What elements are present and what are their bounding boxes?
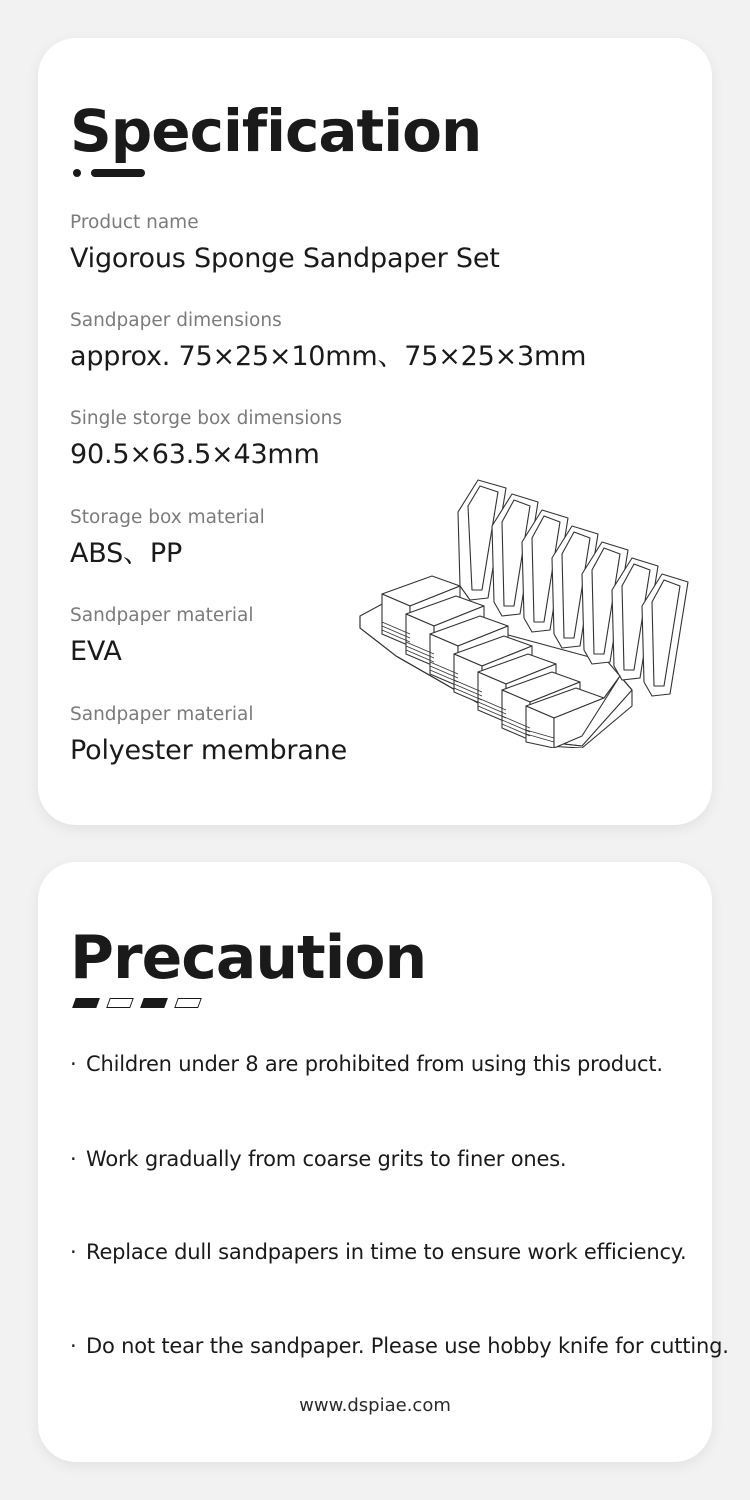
precaution-text: Children under 8 are prohibited from using this product.: [86, 1052, 663, 1076]
spec-label: Sandpaper material: [70, 605, 254, 626]
spec-label: Product name: [70, 212, 199, 233]
spec-value: Polyester membrane: [70, 734, 347, 766]
spec-product-name: [70, 214, 500, 272]
spec-box-material: [70, 509, 265, 567]
spec-label: Storage box material: [70, 507, 265, 528]
specification-title: Specification: [70, 97, 482, 165]
bullet-dot: ·: [70, 1147, 77, 1171]
decoration-dot: [73, 169, 81, 177]
spec-value: 90.5×63.5×43mm: [70, 438, 320, 470]
spec-label: Sandpaper dimensions: [70, 310, 282, 331]
bullet-dot: ·: [70, 1334, 77, 1358]
spec-value: approx. 75×25×10mm、75×25×3mm: [70, 340, 587, 372]
decoration-parallelogram-filled: [72, 998, 100, 1008]
spec-box-dimensions: [70, 410, 342, 468]
specification-card: [38, 38, 712, 825]
title-underline-decoration: [73, 168, 153, 178]
spec-value: ABS、PP: [70, 537, 183, 569]
spec-value: EVA: [70, 635, 122, 667]
spec-sandpaper-dimensions: [70, 312, 586, 370]
precaution-text: Replace dull sandpapers in time to ensure work efficiency.: [86, 1240, 687, 1264]
spec-value: Vigorous Sponge Sandpaper Set: [70, 242, 500, 274]
decoration-parallelogram-filled: [140, 998, 168, 1008]
precaution-item: [70, 1242, 687, 1263]
bullet-dot: ·: [70, 1240, 77, 1264]
title-parallelogram-decoration: [72, 998, 202, 1010]
decoration-parallelogram-outline: [174, 998, 202, 1008]
spec-sandpaper-material: [70, 607, 253, 665]
precaution-item: [70, 1336, 729, 1357]
spec-label: Single storge box dimensions: [70, 408, 343, 429]
spec-label: Sandpaper material: [70, 704, 254, 725]
bullet-dot: ·: [70, 1052, 77, 1076]
precaution-card: [38, 862, 729, 1462]
precaution-text: Work gradually from coarse grits to finer ones.: [86, 1147, 567, 1171]
decoration-bar: [91, 169, 145, 177]
decoration-parallelogram-outline: [106, 998, 134, 1008]
precaution-item: [70, 1054, 663, 1075]
spec-sandpaper-material-2: [70, 706, 347, 764]
precaution-item: [70, 1149, 566, 1170]
website-url[interactable]: www.dspiae.com: [299, 1395, 451, 1416]
precaution-text: Do not tear the sandpaper. Please use hobby knife for cutting.: [86, 1334, 729, 1358]
sandpaper-storage-box-illustration: [356, 466, 692, 748]
precaution-title: Precaution: [70, 923, 427, 993]
